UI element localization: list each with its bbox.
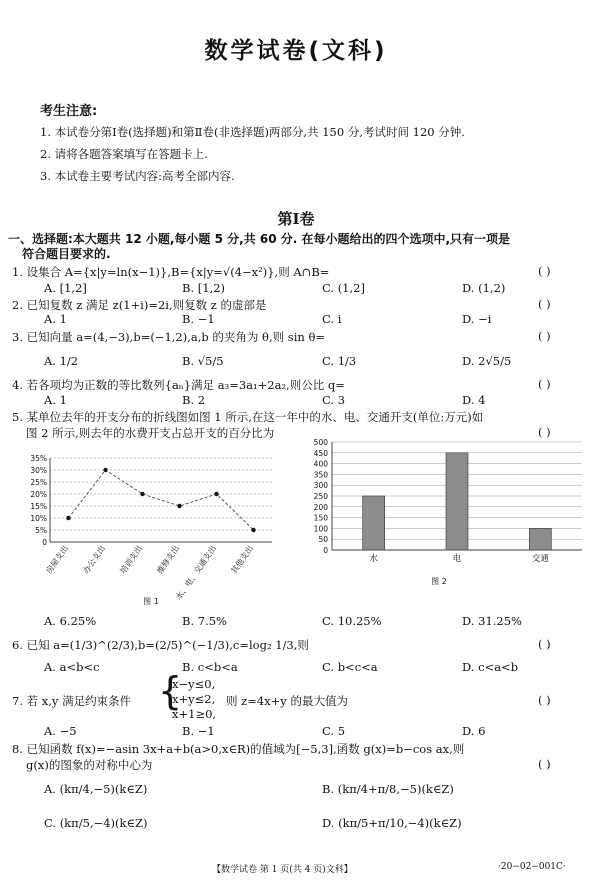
series-line <box>69 470 254 530</box>
q6-option-c: C. b<c<a <box>322 660 378 674</box>
notice-item: 3. 本试卷主要考试内容:高考全部内容. <box>40 169 235 183</box>
x-category-label: 培训支出 <box>118 543 145 576</box>
answer-paren: ( ) <box>538 693 551 707</box>
y-tick-label: 400 <box>313 459 328 469</box>
question-2-stem: 2. 已知复数 z 满足 z(1+i)=2i,则复数 z 的虚部是 <box>12 298 267 312</box>
footer-code: ·20−02−001C· <box>498 862 566 872</box>
y-tick-label: 500 <box>313 438 328 447</box>
y-tick-label: 25% <box>30 478 47 487</box>
q2-option-d: D. −i <box>462 312 492 326</box>
q3-option-c: C. 1/3 <box>322 354 357 368</box>
constraint-3: x+1≥0, <box>172 707 217 721</box>
q5-option-b: B. 7.5% <box>182 614 227 628</box>
q8-option-c: C. (kπ/5,−4)(k∈Z) <box>44 816 148 830</box>
q7-option-d: D. 6 <box>462 724 486 738</box>
x-category-label: 电 <box>452 554 462 564</box>
answer-paren: ( ) <box>538 297 551 311</box>
x-category-label: 房屋支出 <box>44 543 71 576</box>
q6-option-d: D. c<a<b <box>462 660 519 674</box>
q3-option-a: A. 1/2 <box>44 354 79 368</box>
data-point <box>251 528 255 532</box>
q1-option-b: B. [1,2) <box>182 281 226 295</box>
notice-item: 2. 请将各题答案填写在答题卡上. <box>40 147 208 161</box>
question-8-stem-cont: g(x)的图象的对称中心为 <box>26 758 153 772</box>
q6-option-b: B. c<b<a <box>182 660 238 674</box>
y-tick-label: 350 <box>313 470 328 480</box>
section-intro: 一、选择题:本大题共 12 小题,每小题 5 分,共 60 分. 在每小题给出的四个选项中,只有一项是 <box>8 232 511 246</box>
x-category-label: 水 <box>369 554 378 564</box>
q7-option-c: C. 5 <box>322 724 346 738</box>
q4-option-b: B. 2 <box>182 393 206 407</box>
x-category-label: 办公支出 <box>81 543 108 576</box>
q1-option-a: A. [1,2] <box>44 281 87 295</box>
answer-paren: ( ) <box>538 637 551 651</box>
y-tick-label: 30% <box>30 466 47 475</box>
q1-option-d: D. (1,2) <box>462 281 506 295</box>
answer-paren: ( ) <box>538 425 551 439</box>
q1-option-c: C. (1,2] <box>322 281 365 295</box>
answer-paren: ( ) <box>538 329 551 343</box>
y-tick-label: 15% <box>30 502 47 511</box>
y-tick-label: 300 <box>313 481 328 491</box>
question-5-stem: 5. 某单位去年的开支分布的折线图如图 1 所示,在这一年中的水、电、交通开支(单位:万元)如 <box>12 410 484 424</box>
q5-option-a: A. 6.25% <box>44 614 97 628</box>
question-4-stem: 4. 若各项均为正数的等比数列{aₙ}满足 a₃=3a₁+2a₂,则公比 q= <box>12 378 345 392</box>
q7-option-a: A. −5 <box>44 724 77 738</box>
bar <box>363 496 385 550</box>
y-tick-label: 450 <box>313 448 328 458</box>
answer-paren: ( ) <box>538 264 551 278</box>
q4-option-a: A. 1 <box>44 393 67 407</box>
q2-option-c: C. i <box>322 312 342 326</box>
bar <box>529 528 551 550</box>
y-tick-label: 5% <box>35 526 47 535</box>
section-intro-cont: 符合题目要求的. <box>22 247 111 261</box>
q7-option-b: B. −1 <box>182 724 215 738</box>
q5-option-c: C. 10.25% <box>322 614 382 628</box>
question-1-stem: 1. 设集合 A={x|y=ln(x−1)},B={x|y=√(4−x²)},则 A∩B= <box>12 265 330 279</box>
x-category-label: 其他支出 <box>229 543 256 576</box>
q2-option-a: A. 1 <box>44 312 67 326</box>
question-6-stem: 6. 已知 a=(1/3)^(2/3),b=(2/5)^(−1/3),c=log₂ 1/3,则 <box>12 638 309 652</box>
q8-option-b: B. (kπ/4+π/8,−5)(k∈Z) <box>322 782 454 796</box>
question-5-stem-cont: 图 2 所示,则去年的水费开支占总开支的百分比为 <box>26 426 275 440</box>
y-tick-label: 100 <box>313 524 328 534</box>
question-8-stem: 8. 已知函数 f(x)=−asin 3x+a+b(a>0,x∈R)的值域为[−5,3],函数 g(x)=b−cos ax,则 <box>12 742 465 756</box>
y-tick-label: 10% <box>30 514 47 523</box>
x-category-label: 交通 <box>531 554 549 564</box>
data-point <box>214 492 218 496</box>
data-point <box>140 492 144 496</box>
y-tick-label: 35% <box>30 454 47 463</box>
constraint-1: x−y≤0, <box>172 677 216 691</box>
q8-option-a: A. (kπ/4,−5)(k∈Z) <box>44 782 148 796</box>
question-7-stem-cont: 则 z=4x+y 的最大值为 <box>226 694 348 708</box>
y-tick-label: 0 <box>323 546 328 555</box>
figure-caption: 图 2 <box>431 577 447 586</box>
q8-option-d: D. (kπ/5+π/10,−4)(k∈Z) <box>322 816 462 830</box>
paper-title: 数学试卷(文科) <box>204 38 388 64</box>
data-point <box>66 516 70 520</box>
answer-paren: ( ) <box>538 377 551 391</box>
data-point <box>177 504 181 508</box>
q4-option-d: D. 4 <box>462 393 486 407</box>
notice-item: 1. 本试卷分第Ⅰ卷(选择题)和第Ⅱ卷(非选择题)两部分,共 150 分,考试时间 120 分钟. <box>40 125 465 139</box>
y-tick-label: 150 <box>313 513 328 523</box>
q3-option-b: B. √5/5 <box>182 354 224 368</box>
q2-option-b: B. −1 <box>182 312 215 326</box>
y-tick-label: 50 <box>318 535 328 545</box>
q3-option-d: D. 2√5/5 <box>462 354 512 368</box>
bar <box>446 453 468 550</box>
figure-caption: 图 1 <box>143 597 159 606</box>
section-title: 第Ⅰ卷 <box>277 210 315 228</box>
question-3-stem: 3. 已知向量 a=(4,−3),b=(−1,2),a,b 的夹角为 θ,则 sin θ= <box>12 330 325 344</box>
question-7-stem: 7. 若 x,y 满足约束条件 <box>12 694 132 708</box>
line-chart-figure-1 <box>10 448 280 610</box>
x-category-label: 水、电、交通支出 <box>174 543 219 602</box>
x-category-label: 维修支出 <box>155 543 182 576</box>
y-tick-label: 200 <box>313 502 328 512</box>
y-tick-label: 250 <box>313 492 328 501</box>
q5-option-d: D. 31.25% <box>462 614 522 628</box>
y-tick-label: 20% <box>30 490 47 499</box>
data-point <box>103 468 107 472</box>
constraint-2: x+y≤2, <box>172 692 216 706</box>
brace-symbol: { <box>158 669 183 713</box>
y-tick-label: 0 <box>42 538 47 547</box>
footer-page-info: 【数学试卷 第 1 页(共 4 页)文科】 <box>212 865 353 875</box>
bar-chart-figure-2 <box>296 438 586 588</box>
answer-paren: ( ) <box>538 757 551 771</box>
q4-option-c: C. 3 <box>322 393 346 407</box>
q6-option-a: A. a<b<c <box>44 660 100 674</box>
notice-heading: 考生注意: <box>40 104 98 119</box>
